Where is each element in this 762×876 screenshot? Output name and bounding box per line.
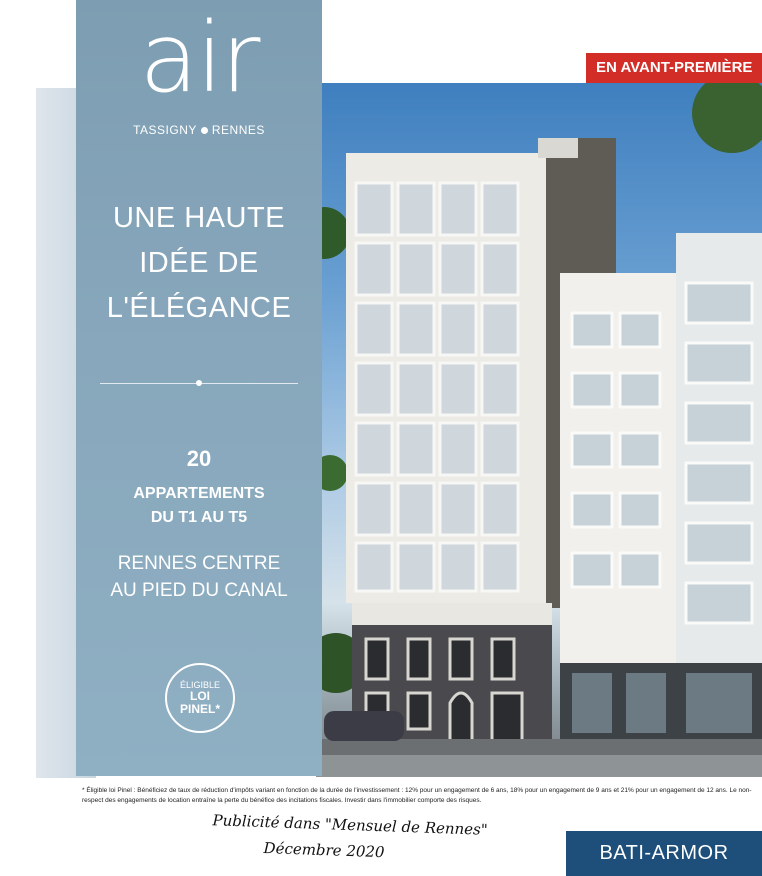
location-description bbox=[76, 550, 322, 604]
building-rendering bbox=[316, 83, 762, 777]
pinel-line: LOI bbox=[190, 689, 210, 703]
divider-dot-icon bbox=[196, 380, 202, 386]
handwritten-note bbox=[211, 807, 488, 869]
legal-footnote: * Éligible loi Pinel : Bénéficiez de taux de réduction d'impôts variant en fonction de la durée de l'investissement : 12% pour un engagement de 6 ans, 18% pour un engagement de 9 ans et 21% pour un engagement de 12 ans. Le non-respect des engagements de location entraîne la perte du bénéfice des incitations fiscales. Investir dans l'immobilier comporte des risques. bbox=[82, 787, 752, 804]
apartment-count: 20 bbox=[186, 446, 212, 471]
pinel-line: PINEL* bbox=[179, 702, 220, 716]
apartment-line: APPARTEMENTS bbox=[133, 485, 265, 502]
tagline-left: TASSIGNY bbox=[133, 123, 197, 137]
tagline-right: RENNES bbox=[211, 123, 265, 137]
place-line: RENNES CENTRE bbox=[117, 553, 281, 574]
apartment-line: DU T1 AU T5 bbox=[150, 509, 248, 526]
dot-icon bbox=[201, 127, 208, 134]
place-line: AU PIED DU CANAL bbox=[110, 580, 288, 601]
info-panel bbox=[76, 0, 322, 776]
pinel-line: ÉLIGIBLE bbox=[179, 680, 221, 690]
avant-premiere-badge: EN AVANT-PREMIÈRE bbox=[586, 53, 762, 83]
air-logo: air bbox=[139, 2, 259, 114]
headline-line: UNE HAUTE bbox=[112, 202, 286, 234]
handwritten-line: Décembre 2020 bbox=[263, 839, 385, 862]
location-tagline bbox=[76, 123, 322, 137]
bati-armor-brand: BATI-ARMOR bbox=[566, 831, 762, 876]
headline-line: L'ÉLÉGANCE bbox=[106, 292, 292, 324]
headline-line: IDÉE DE bbox=[139, 247, 259, 279]
apartment-description bbox=[76, 482, 322, 530]
handwritten-line: Publicité dans "Mensuel de Rennes" bbox=[212, 811, 488, 839]
pinel-eligibility-badge bbox=[165, 663, 235, 733]
headline bbox=[76, 196, 322, 331]
